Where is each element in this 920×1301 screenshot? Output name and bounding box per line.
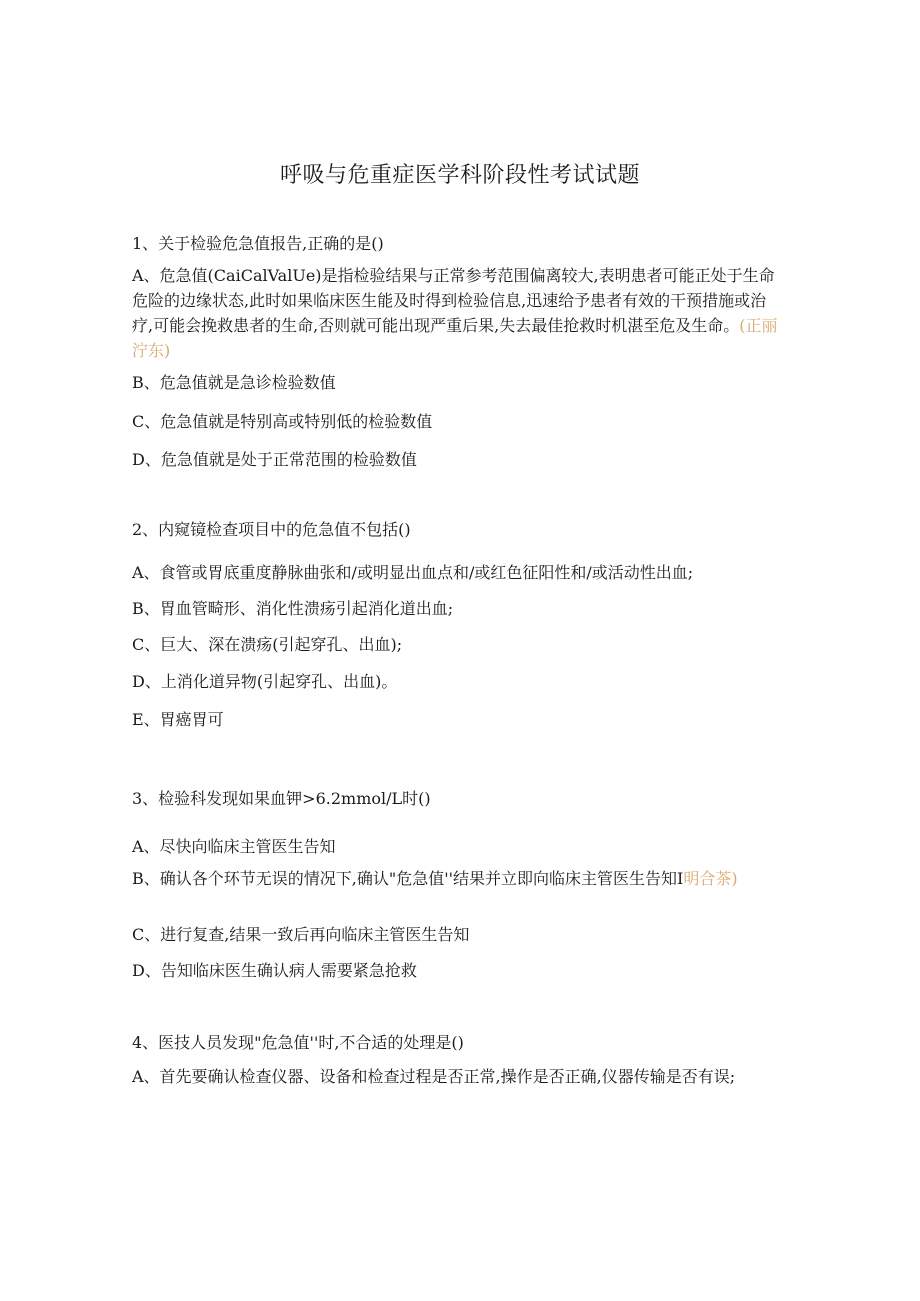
answer-mark: (正丽泞东) bbox=[132, 316, 778, 360]
question-1-option-c: C、危急值就是特别高或特别低的检验数值 bbox=[132, 412, 433, 431]
answer-mark: 明合茶) bbox=[683, 869, 738, 888]
question-2-option-d: D、上消化道异物(引起穿孔、出血)。 bbox=[132, 672, 398, 691]
question-4-option-a: A、首先要确认检查仪器、设备和检查过程是否正常,操作是否正确,仪器传输是否有误; bbox=[132, 1067, 736, 1086]
question-3-option-b bbox=[132, 866, 782, 891]
question-1-option-a bbox=[132, 263, 782, 363]
question-2-stem: 2、内窥镜检查项目中的危急值不包括() bbox=[132, 520, 411, 539]
question-3-option-c: C、进行复查,结果一致后再向临床主管医生告知 bbox=[132, 925, 470, 944]
question-1-option-d: D、危急值就是处于正常范围的检验数值 bbox=[132, 450, 417, 469]
question-2-option-e: E、胃癌胃可 bbox=[132, 710, 224, 729]
question-2-option-a: A、食管或胃底重度静脉曲张和/或明显出血点和/或红色征阳性和/或活动性出血; bbox=[132, 563, 694, 582]
question-4-stem: 4、医技人员发现"危急值''时,不合适的处理是() bbox=[132, 1033, 464, 1052]
question-2-option-c: C、巨大、深在溃疡(引起穿孔、出血); bbox=[132, 635, 403, 654]
question-3-stem: 3、检验科发现如果血钾>6.2mmol/L时() bbox=[132, 789, 431, 808]
option-text: B、确认各个环节无误的情况下,确认"危急值''结果并立即向临床主管医生告知I bbox=[132, 869, 684, 888]
question-3-option-a: A、尽快向临床主管医生告知 bbox=[132, 837, 336, 856]
question-3-option-d: D、告知临床医生确认病人需要紧急抢救 bbox=[132, 961, 417, 980]
question-2-option-b: B、胃血管畸形、消化性溃疡引起消化道出血; bbox=[132, 599, 454, 618]
question-1-option-b: B、危急值就是急诊检验数值 bbox=[132, 373, 336, 392]
page-title: 呼吸与危重症医学科阶段性考试试题 bbox=[279, 163, 640, 188]
question-1-stem: 1、关于检验危急值报告,正确的是() bbox=[132, 234, 384, 253]
option-text: A、危急值(CaiCalValUe)是指检验结果与正常参考范围偏离较大,表明患者可能正处于生命危险的边缘状态,此时如果临床医生能及时得到检验信息,迅速给予患者有效的干预措施或治疗,可能会挽救患者的生命,否则就可能出现严重后果,失去最佳抢救时机湛至危及生命。 bbox=[132, 266, 775, 335]
